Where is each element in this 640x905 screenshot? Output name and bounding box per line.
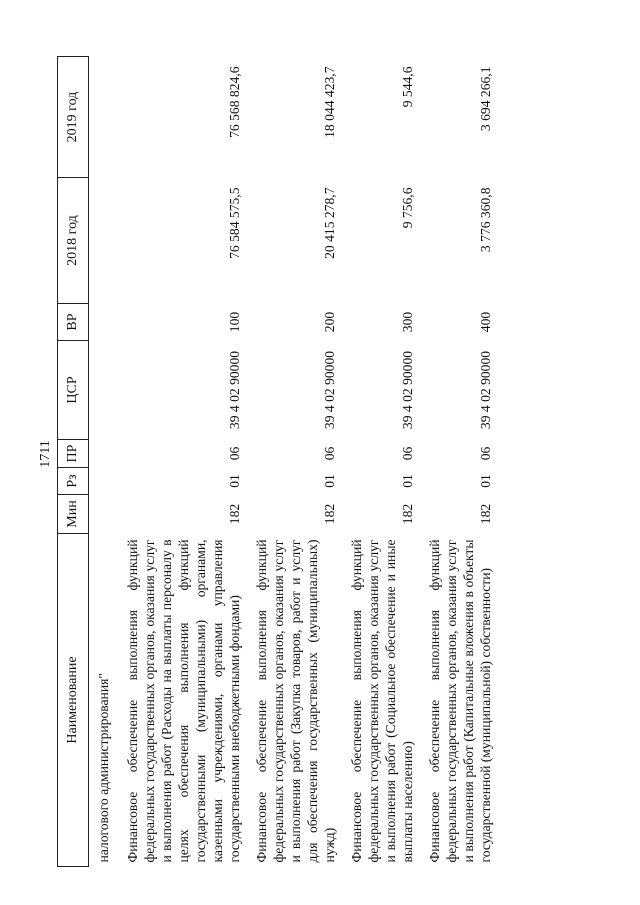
row-2018: 76 584 575,5 [227, 187, 242, 259]
row-vr: 300 [400, 311, 415, 333]
row-2019: 9 544,6 [400, 66, 415, 108]
row-vr: 100 [227, 311, 242, 333]
row-rz: 01 [227, 474, 242, 488]
row-pr: 06 [322, 446, 337, 461]
table-row [340, 57, 418, 867]
row-vr: 400 [478, 311, 493, 333]
header-name: Наименование [58, 534, 89, 867]
table-row [418, 57, 496, 867]
header-2019: 2019 год [58, 57, 89, 178]
row-pr: 06 [227, 446, 242, 461]
row-2018: 20 415 278,7 [322, 187, 337, 259]
continuation-row [89, 57, 117, 867]
header-row [58, 57, 89, 867]
row-csr: 39 4 02 90000 [227, 350, 242, 430]
row-pr: 06 [400, 446, 415, 461]
row-min: 182 [400, 503, 415, 525]
row-min: 182 [227, 503, 242, 525]
table-row [245, 57, 340, 867]
row-rz: 01 [400, 474, 415, 488]
row-2018: 9 756,6 [400, 187, 415, 229]
header-2018: 2018 год [58, 178, 89, 304]
budget-table [57, 56, 496, 867]
header-min: Мин [58, 495, 89, 534]
row-name: Финансовое обеспечение выполнения функций федеральных государственных органов, оказания услуг и выполнения работ (Закупка товаров, работ и услуг для обеспечения государственных (муниципальных) нужд) [254, 539, 337, 863]
row-name: Финансовое обеспечение выполнения функций федеральных государственных органов, оказания услуг и выполнения работ (Капитальные вложения в объекты государственной (муниципальной) собственности) [427, 539, 493, 863]
header-vr: ВР [58, 304, 89, 341]
row-rz: 01 [478, 474, 493, 488]
page-number: 1711 [38, 440, 53, 468]
header-rz: Рз [58, 468, 89, 495]
header-pr: ПР [58, 440, 89, 468]
row-csr: 39 4 02 90000 [322, 350, 337, 430]
row-name: Финансовое обеспечение выполнения функций федеральных государственных органов, оказания услуг и выполнения работ (Расходы на выплаты персоналу в целях обеспечения выполнения функций государственными (муниципальными) органами, казенными учреждениями, органами управления государственными внебюджетными фондами) [125, 539, 242, 863]
continuation-text: налогового администрирования" [96, 673, 111, 863]
header-csr: ЦСР [58, 341, 89, 440]
row-vr: 200 [322, 311, 337, 333]
row-csr: 39 4 02 90000 [478, 350, 493, 430]
row-2019: 76 568 824,6 [227, 66, 242, 138]
row-min: 182 [322, 503, 337, 525]
row-csr: 39 4 02 90000 [400, 350, 415, 430]
rotated-budget-table [57, 57, 612, 867]
row-min: 182 [478, 503, 493, 525]
row-2018: 3 776 360,8 [478, 187, 493, 253]
row-name: Финансовое обеспечение выполнения функций федеральных государственных органов, оказания услуг и выполнения работ (Социальное обеспечение и иные выплаты населению) [349, 539, 415, 863]
table-row [116, 57, 245, 867]
row-pr: 06 [478, 446, 493, 461]
row-2019: 3 694 266,1 [478, 66, 493, 132]
row-2019: 18 044 423,7 [322, 66, 337, 138]
row-rz: 01 [322, 474, 337, 488]
